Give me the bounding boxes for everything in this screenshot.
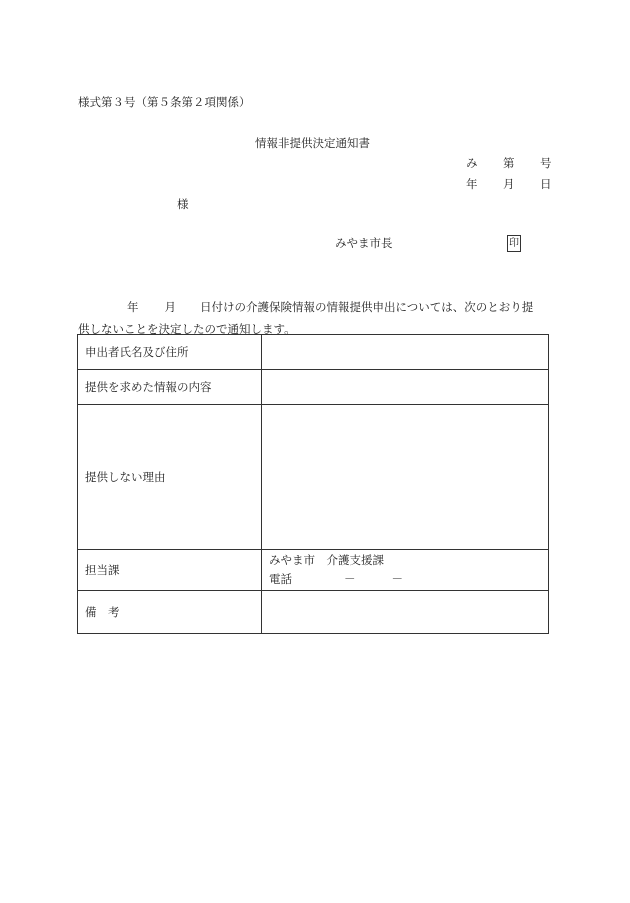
notice-year: 年 [127,300,139,314]
notice-line-2: 供しないことを決定したので通知します。 [78,322,296,336]
table-row [78,370,549,405]
applicant-value [262,335,549,370]
table-row [78,591,549,634]
notice-text-1: 日付けの介護保険情報の情報提供申出については、次のとおり提 [200,300,534,314]
doc-number-prefix: み [466,156,478,170]
date-year: 年 [466,177,478,191]
document-title: 情報非提供決定通知書 [255,136,370,150]
notice-line-1 [78,296,552,318]
table-row [78,550,549,591]
doc-number-go: 号 [540,156,552,170]
remarks-value [262,591,549,634]
form-number: 様式第３号（第５条第２項関係） [78,95,251,109]
department-value [262,550,549,591]
doc-number-dai: 第 [503,156,515,170]
phone-dash-1: － [344,572,356,586]
table-row [78,335,549,370]
department-label: 担当課 [78,550,262,591]
issuer-name: みやま市長 [335,236,393,250]
requested-info-value [262,370,549,405]
phone-label: 電話 [269,572,292,586]
applicant-label: 申出者氏名及び住所 [78,335,262,370]
notice-month: 月 [164,300,176,314]
department-name: みやま市 介護支援課 [269,553,384,567]
addressee-suffix: 様 [177,197,189,211]
date-day: 日 [540,177,552,191]
reason-label: 提供しない理由 [78,405,262,550]
notification-table [77,334,549,634]
requested-info-label: 提供を求めた情報の内容 [78,370,262,405]
remarks-label: 備 考 [78,591,262,634]
phone-dash-2: － [391,572,403,586]
table-row [78,405,549,550]
date-month: 月 [503,177,515,191]
seal-stamp: 印 [507,235,521,252]
department-phone [269,570,548,589]
reason-value [262,405,549,550]
